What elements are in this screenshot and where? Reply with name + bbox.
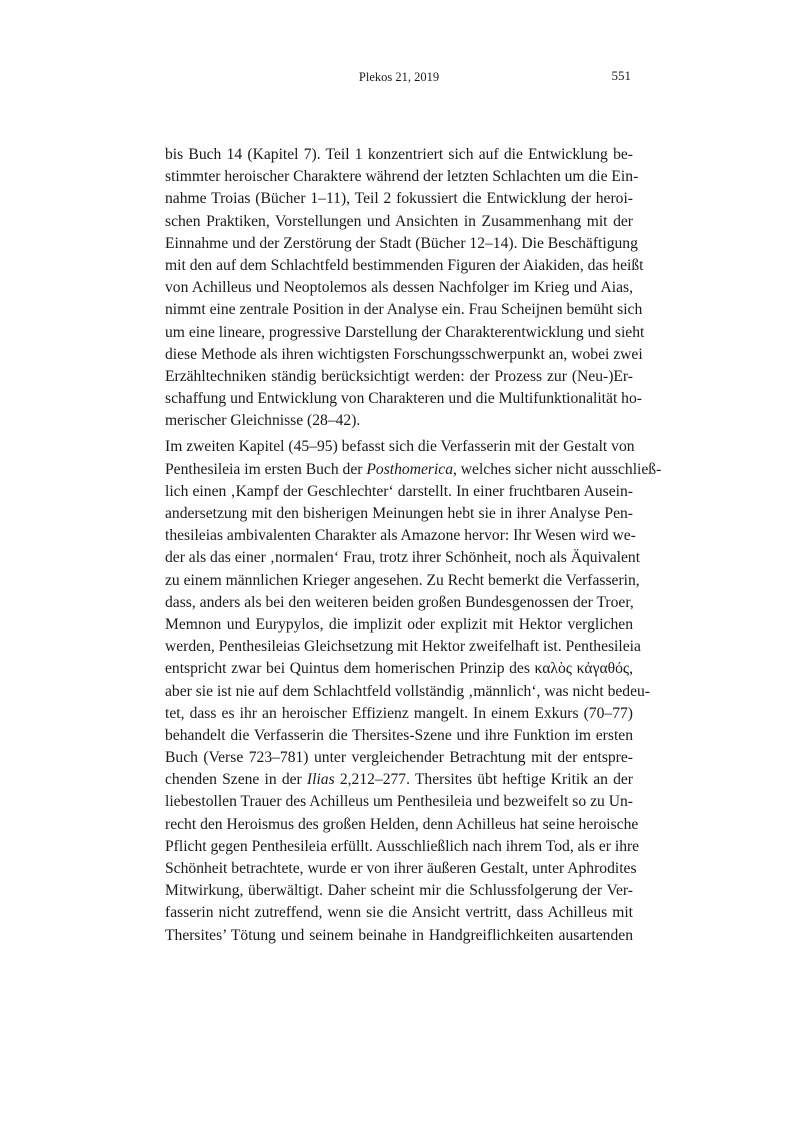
text-line xyxy=(165,925,633,947)
text-line xyxy=(165,614,633,636)
text-segment: schen Praktiken, Vorstellungen und Ansichten in Zusammenhang mit der xyxy=(165,212,633,230)
text-line xyxy=(165,344,643,366)
text-segment: entspricht zwar bei Quintus dem homerischen Prinzip des καλὸς κἀγαθός, xyxy=(165,660,633,678)
text-segment: tet, dass es ihr an heroischer Effizienz mangelt. In einem Exkurs (70–77) xyxy=(165,704,633,722)
text-segment: werden, Penthesileias Gleichsetzung mit Hektor zweifelhaft ist. Penthesileia xyxy=(165,638,641,656)
body-text xyxy=(165,144,662,947)
text-segment: um eine lineare, progressive Darstellung der Charakterentwicklung und sieht xyxy=(165,323,645,341)
text-segment: nimmt eine zentrale Position in der Analyse ein. Frau Scheijnen bemüht sich xyxy=(165,301,643,319)
text-line xyxy=(165,902,633,924)
text-segment: der als das einer ‚normalen‘ Frau, trotz ihrer Schönheit, noch als Äquivalent xyxy=(165,549,641,567)
text-segment: stimmter heroischer Charaktere während der letzten Schlachten um die Ein- xyxy=(165,168,639,186)
text-line xyxy=(165,410,633,432)
text-line xyxy=(165,681,650,703)
text-line xyxy=(165,658,633,680)
text-segment: merischer Gleichnisse (28–42). xyxy=(165,412,361,430)
text-line xyxy=(165,322,645,344)
paragraph xyxy=(165,144,645,432)
text-segment: aber sie ist nie auf dem Schlachtfeld vollständig ‚männlich‘, was nicht bedeu- xyxy=(165,682,650,700)
text-segment: thesileias ambivalenten Charakter als Amazone hervor: Ihr Wesen wird we- xyxy=(165,527,636,545)
text-segment: mit den auf dem Schlachtfeld bestimmenden Figuren der Aiakiden, das heißt xyxy=(165,256,644,274)
text-segment: fasserin nicht zutreffend, wenn sie die Ansicht vertritt, dass Achilleus mit xyxy=(165,904,633,922)
text-segment: bis Buch 14 (Kapitel 7). Teil 1 konzentriert sich auf die Entwicklung be- xyxy=(165,146,633,163)
text-segment: von Achilleus und Neoptolemos als dessen Nachfolger im Krieg und Aias, xyxy=(165,279,633,297)
text-line xyxy=(165,188,633,210)
text-segment: chenden Szene in der xyxy=(165,771,307,789)
text-segment: Im zweiten Kapitel (45–95) befasst sich die Verfasserin mit der Gestalt von xyxy=(165,438,635,456)
journal-title: Plekos 21, 2019 xyxy=(358,70,440,84)
text-segment: Buch (Verse 723–781) unter vergleichender Betrachtung mit der entspre- xyxy=(165,749,633,767)
text-segment: Erzähltechniken ständig berücksichtigt werden: der Prozess zur (Neu-)Er- xyxy=(165,367,633,385)
text-segment: Einnahme und der Zerstörung der Stadt (Bücher 12–14). Die Beschäftigung xyxy=(165,234,638,252)
text-line xyxy=(165,481,633,503)
text-segment: Memnon und Eurypylos, die implizit oder explizit mit Hektor verglichen xyxy=(165,615,633,633)
text-line xyxy=(165,255,644,277)
text-line xyxy=(165,211,633,233)
text-segment: Schönheit betrachtete, wurde er von ihrer äußeren Gestalt, unter Aphrodites xyxy=(165,860,637,877)
text-segment: dass, anders als bei den weiteren beiden großen Bundesgenossen der Troer, xyxy=(165,593,634,611)
text-line xyxy=(165,769,633,791)
text-segment: liebestollen Trauer des Achilleus um Penthesileia und bezweifelt so zu Un- xyxy=(165,793,633,811)
page-number: 551 xyxy=(611,68,631,83)
italic-title: Ilias xyxy=(306,771,335,789)
text-line xyxy=(165,725,633,747)
text-segment: Thersites’ Tötung und seinem beinahe in Handgreiflichkeiten ausartenden xyxy=(165,926,633,944)
text-segment: nahme Troias (Bücher 1–11), Teil 2 fokussiert die Entwicklung der heroi- xyxy=(165,190,633,208)
text-line xyxy=(165,166,639,188)
text-line xyxy=(165,299,643,321)
text-segment: Penthesileia im ersten Buch der xyxy=(165,460,367,478)
text-line xyxy=(165,747,633,769)
text-line xyxy=(165,791,633,813)
text-segment: Pflicht gegen Penthesileia erfüllt. Ausschließlich nach ihrem Tod, als er ihre xyxy=(165,837,640,855)
running-head xyxy=(165,70,633,90)
text-segment: diese Methode als ihren wichtigsten Forschungsschwerpunkt an, wobei zwei xyxy=(165,345,643,363)
text-segment: recht den Heroismus des großen Helden, denn Achilleus hat seine heroische xyxy=(165,815,639,833)
text-line xyxy=(165,525,636,547)
text-line xyxy=(165,366,633,388)
text-segment: schaffung und Entwicklung von Charakteren und die Multifunktionalität ho- xyxy=(165,390,642,408)
text-segment: behandelt die Verfasserin die Thersites-Szene und ihre Funktion im ersten xyxy=(165,726,633,744)
text-line xyxy=(165,592,633,614)
text-line xyxy=(165,459,662,481)
text-line xyxy=(165,880,633,902)
text-line xyxy=(165,858,637,880)
text-line xyxy=(165,570,640,592)
text-line xyxy=(165,703,633,725)
text-line xyxy=(165,503,633,525)
text-segment: 2,212–277. Thersites übt heftige Kritik an der xyxy=(334,771,634,789)
text-segment: Mitwirkung, überwältigt. Daher scheint mir die Schlussfolgerung der Ver- xyxy=(165,882,633,900)
italic-title: Posthomerica xyxy=(366,460,453,478)
text-line xyxy=(165,547,641,569)
text-segment: lich einen ‚Kampf der Geschlechter‘ darstellt. In einer fruchtbaren Ausein- xyxy=(165,482,633,500)
text-segment: andersetzung mit den bisherigen Meinungen hebt sie in ihrer Analyse Pen- xyxy=(165,505,633,522)
text-segment: zu einem männlichen Krieger angesehen. Zu Recht bemerkt die Verfasserin, xyxy=(165,571,640,589)
text-line xyxy=(165,436,633,458)
text-line xyxy=(165,144,633,166)
text-line xyxy=(165,233,638,255)
text-line xyxy=(165,277,633,299)
text-segment: , welches sicher nicht ausschließ- xyxy=(453,460,662,478)
text-line xyxy=(165,814,639,836)
text-line xyxy=(165,388,642,410)
text-line xyxy=(165,836,640,858)
paragraph xyxy=(165,436,662,946)
text-line xyxy=(165,636,641,658)
